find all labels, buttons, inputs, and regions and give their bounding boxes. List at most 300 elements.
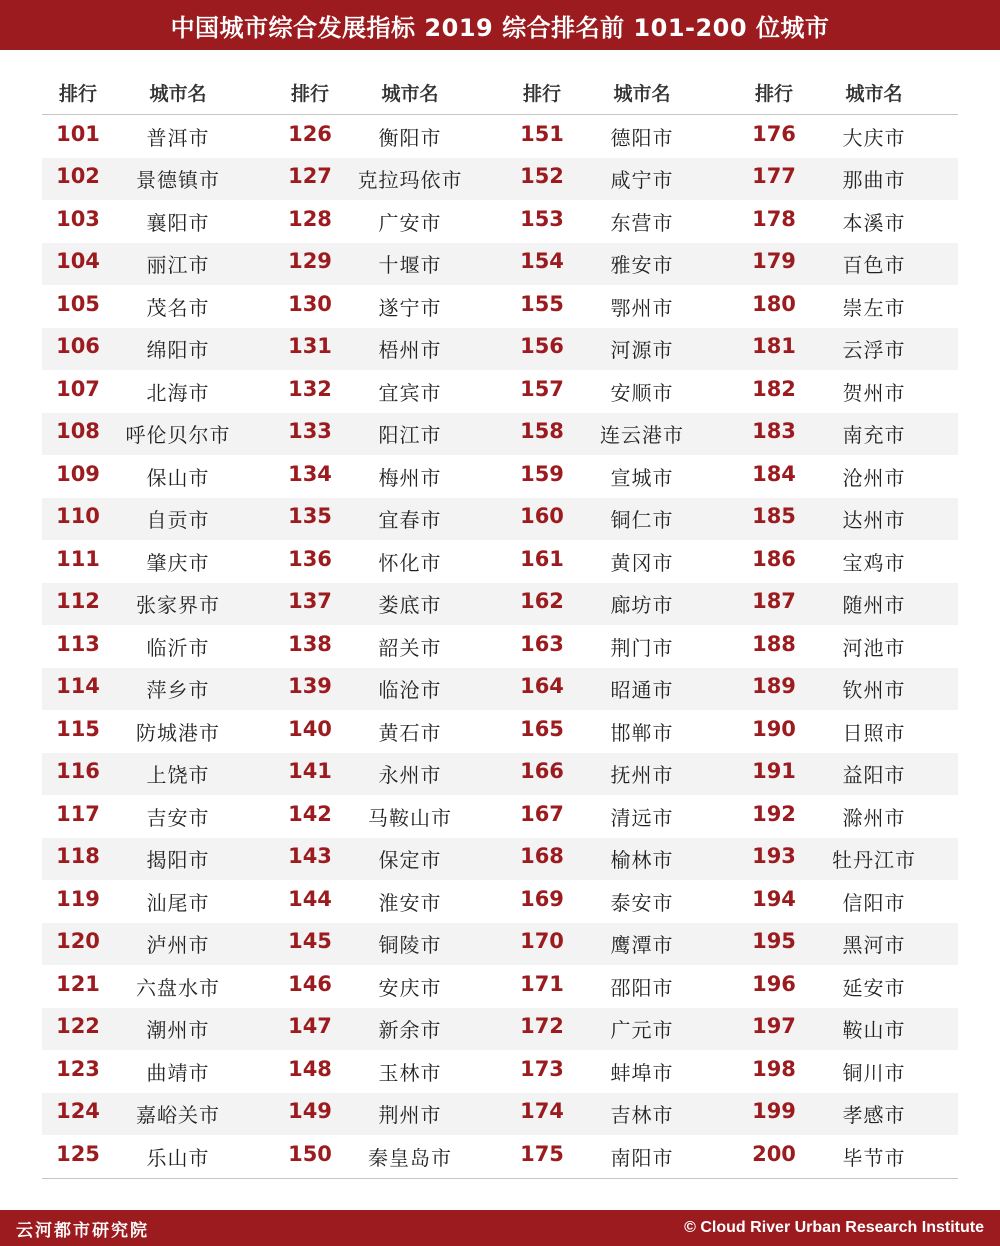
city-name: 安庆市 bbox=[378, 975, 442, 1000]
city-name: 达州市 bbox=[842, 508, 906, 533]
rank-number: 133 bbox=[288, 419, 332, 444]
city-name: 抚州市 bbox=[610, 763, 674, 788]
rank-cell-group bbox=[42, 929, 274, 958]
footer-bar bbox=[0, 1210, 1000, 1246]
city-name: 黑河市 bbox=[842, 933, 906, 958]
rank-cell-group bbox=[42, 759, 274, 788]
city-name: 玉林市 bbox=[378, 1060, 442, 1085]
rank-cell-group bbox=[738, 462, 958, 491]
rank-number: 138 bbox=[288, 631, 332, 656]
rank-cell-group bbox=[42, 1142, 274, 1171]
rank-cell-group bbox=[506, 1142, 738, 1171]
city-name: 梅州市 bbox=[378, 465, 442, 490]
rank-cell-group bbox=[738, 1142, 958, 1171]
city-name: 遂宁市 bbox=[378, 295, 442, 320]
city-name: 德阳市 bbox=[610, 125, 674, 150]
rank-cell-group bbox=[506, 759, 738, 788]
city-name: 广元市 bbox=[610, 1018, 674, 1043]
city-name: 东营市 bbox=[610, 210, 674, 235]
rank-cell-group bbox=[738, 164, 958, 193]
rank-cell-group bbox=[738, 717, 958, 746]
rank-number: 102 bbox=[56, 164, 100, 189]
rank-cell-group bbox=[506, 377, 738, 406]
city-name: 本溪市 bbox=[842, 210, 906, 235]
table-header-row bbox=[42, 70, 958, 115]
city-name: 普洱市 bbox=[146, 125, 210, 150]
rank-number: 187 bbox=[752, 589, 796, 614]
table-row bbox=[42, 1135, 958, 1178]
city-name: 宜春市 bbox=[378, 508, 442, 533]
rank-cell-group bbox=[274, 334, 506, 363]
rank-number: 141 bbox=[288, 759, 332, 784]
city-name: 荆州市 bbox=[378, 1103, 442, 1128]
rank-number: 110 bbox=[56, 504, 100, 529]
table-row bbox=[42, 455, 958, 498]
city-header: 城市名 bbox=[381, 82, 439, 105]
rank-cell-group bbox=[738, 972, 958, 1001]
city-name: 汕尾市 bbox=[146, 890, 210, 915]
rank-cell-group bbox=[274, 674, 506, 703]
rank-cell-group bbox=[506, 887, 738, 916]
rank-cell-group bbox=[274, 844, 506, 873]
rank-cell-group bbox=[274, 632, 506, 661]
rank-number: 170 bbox=[520, 929, 564, 954]
rank-number: 200 bbox=[752, 1141, 796, 1166]
city-name: 黄石市 bbox=[378, 720, 442, 745]
rank-number: 139 bbox=[288, 674, 332, 699]
city-name: 连云港市 bbox=[600, 423, 684, 448]
rank-cell-group bbox=[506, 844, 738, 873]
rank-number: 128 bbox=[288, 206, 332, 231]
rank-number: 155 bbox=[520, 291, 564, 316]
city-name: 清远市 bbox=[610, 805, 674, 830]
city-name: 保山市 bbox=[146, 465, 210, 490]
footer-org-name: 云河都市研究院 bbox=[16, 1220, 149, 1241]
rank-cell-group bbox=[506, 589, 738, 618]
city-name: 怀化市 bbox=[378, 550, 442, 575]
rank-cell-group bbox=[506, 1014, 738, 1043]
rank-cell-group bbox=[274, 717, 506, 746]
header-group bbox=[274, 79, 506, 106]
city-name: 丽江市 bbox=[146, 253, 210, 278]
rank-cell-group bbox=[738, 292, 958, 321]
city-name: 铜陵市 bbox=[378, 933, 442, 958]
rank-cell-group bbox=[738, 419, 958, 448]
city-name: 吉林市 bbox=[610, 1103, 674, 1128]
rank-cell-group bbox=[738, 122, 958, 151]
rank-number: 179 bbox=[752, 249, 796, 274]
city-name: 云浮市 bbox=[842, 338, 906, 363]
rank-cell-group bbox=[738, 1057, 958, 1086]
rank-cell-group bbox=[506, 547, 738, 576]
rank-number: 117 bbox=[56, 801, 100, 826]
table-row bbox=[42, 370, 958, 413]
rank-cell-group bbox=[42, 377, 274, 406]
city-name: 延安市 bbox=[842, 975, 906, 1000]
rank-cell-group bbox=[42, 1099, 274, 1128]
rank-cell-group bbox=[274, 504, 506, 533]
rank-cell-group bbox=[42, 717, 274, 746]
rank-number: 178 bbox=[752, 206, 796, 231]
rank-cell-group bbox=[506, 419, 738, 448]
rank-cell-group bbox=[274, 377, 506, 406]
city-name: 铜仁市 bbox=[610, 508, 674, 533]
table-row bbox=[42, 1093, 958, 1136]
rank-cell-group bbox=[506, 504, 738, 533]
city-name: 百色市 bbox=[842, 253, 906, 278]
rank-cell-group bbox=[738, 1014, 958, 1043]
ranking-table bbox=[42, 70, 958, 1179]
rank-number: 174 bbox=[520, 1099, 564, 1124]
rank-number: 185 bbox=[752, 504, 796, 529]
city-name: 上饶市 bbox=[146, 763, 210, 788]
city-name: 张家界市 bbox=[136, 593, 220, 618]
rank-number: 109 bbox=[56, 461, 100, 486]
city-name: 牡丹江市 bbox=[832, 848, 916, 873]
rank-number: 160 bbox=[520, 504, 564, 529]
city-name: 宜宾市 bbox=[378, 380, 442, 405]
rank-number: 107 bbox=[56, 376, 100, 401]
rank-number: 101 bbox=[56, 121, 100, 146]
rank-number: 146 bbox=[288, 971, 332, 996]
city-name: 昭通市 bbox=[610, 678, 674, 703]
city-name: 蚌埠市 bbox=[610, 1060, 674, 1085]
rank-number: 188 bbox=[752, 631, 796, 656]
table-row bbox=[42, 923, 958, 966]
city-name: 鄂州市 bbox=[610, 295, 674, 320]
city-name: 宣城市 bbox=[610, 465, 674, 490]
table-row bbox=[42, 838, 958, 881]
rank-cell-group bbox=[738, 249, 958, 278]
rank-number: 103 bbox=[56, 206, 100, 231]
rank-cell-group bbox=[738, 929, 958, 958]
rank-number: 186 bbox=[752, 546, 796, 571]
rank-number: 151 bbox=[520, 121, 564, 146]
rank-cell-group bbox=[42, 164, 274, 193]
table-row bbox=[42, 243, 958, 286]
city-name: 随州市 bbox=[842, 593, 906, 618]
rank-cell-group bbox=[506, 292, 738, 321]
rank-number: 177 bbox=[752, 164, 796, 189]
rank-number: 108 bbox=[56, 419, 100, 444]
rank-number: 157 bbox=[520, 376, 564, 401]
rank-number: 132 bbox=[288, 376, 332, 401]
rank-number: 123 bbox=[56, 1056, 100, 1081]
rank-header: 排行 bbox=[290, 82, 329, 105]
rank-number: 168 bbox=[520, 844, 564, 869]
rank-number: 175 bbox=[520, 1141, 564, 1166]
city-name: 防城港市 bbox=[136, 720, 220, 745]
city-name: 嘉峪关市 bbox=[136, 1103, 220, 1128]
rank-cell-group bbox=[274, 972, 506, 1001]
rank-cell-group bbox=[274, 1057, 506, 1086]
footer-copyright: © Cloud River Urban Research Institute bbox=[684, 1219, 984, 1236]
rank-number: 126 bbox=[288, 121, 332, 146]
rank-cell-group bbox=[738, 547, 958, 576]
rank-number: 106 bbox=[56, 334, 100, 359]
rank-number: 165 bbox=[520, 716, 564, 741]
table-row bbox=[42, 328, 958, 371]
rank-number: 143 bbox=[288, 844, 332, 869]
rank-cell-group bbox=[274, 249, 506, 278]
city-header: 城市名 bbox=[149, 82, 207, 105]
rank-cell-group bbox=[274, 292, 506, 321]
rank-cell-group bbox=[42, 547, 274, 576]
table-row bbox=[42, 583, 958, 626]
rank-number: 189 bbox=[752, 674, 796, 699]
rank-number: 148 bbox=[288, 1056, 332, 1081]
city-name: 茂名市 bbox=[146, 295, 210, 320]
rank-number: 121 bbox=[56, 971, 100, 996]
city-name: 十堰市 bbox=[378, 253, 442, 278]
rank-cell-group bbox=[274, 207, 506, 236]
table-bottom-divider bbox=[42, 1178, 958, 1179]
city-name: 乐山市 bbox=[146, 1145, 210, 1170]
rank-number: 196 bbox=[752, 971, 796, 996]
rank-header: 排行 bbox=[522, 82, 561, 105]
city-name: 贺州市 bbox=[842, 380, 906, 405]
city-name: 泰安市 bbox=[610, 890, 674, 915]
rank-number: 144 bbox=[288, 886, 332, 911]
rank-number: 122 bbox=[56, 1014, 100, 1039]
city-name: 信阳市 bbox=[842, 890, 906, 915]
rank-cell-group bbox=[42, 122, 274, 151]
rank-number: 127 bbox=[288, 164, 332, 189]
rank-cell-group bbox=[506, 122, 738, 151]
table-row bbox=[42, 498, 958, 541]
table-body bbox=[42, 115, 958, 1178]
rank-cell-group bbox=[42, 207, 274, 236]
rank-cell-group bbox=[274, 1142, 506, 1171]
rank-cell-group bbox=[506, 717, 738, 746]
rank-cell-group bbox=[738, 674, 958, 703]
city-name: 保定市 bbox=[378, 848, 442, 873]
city-name: 益阳市 bbox=[842, 763, 906, 788]
rank-cell-group bbox=[506, 462, 738, 491]
table-row bbox=[42, 200, 958, 243]
city-name: 萍乡市 bbox=[146, 678, 210, 703]
city-name: 永州市 bbox=[378, 763, 442, 788]
rank-number: 125 bbox=[56, 1141, 100, 1166]
rank-cell-group bbox=[506, 632, 738, 661]
rank-cell-group bbox=[42, 589, 274, 618]
rank-cell-group bbox=[738, 887, 958, 916]
rank-number: 163 bbox=[520, 631, 564, 656]
rank-cell-group bbox=[738, 589, 958, 618]
table-row bbox=[42, 413, 958, 456]
rank-cell-group bbox=[42, 887, 274, 916]
rank-cell-group bbox=[42, 972, 274, 1001]
rank-number: 194 bbox=[752, 886, 796, 911]
table-row bbox=[42, 668, 958, 711]
rank-cell-group bbox=[274, 802, 506, 831]
rank-cell-group bbox=[274, 419, 506, 448]
city-name: 自贡市 bbox=[146, 508, 210, 533]
rank-number: 111 bbox=[56, 546, 100, 571]
rank-number: 131 bbox=[288, 334, 332, 359]
city-name: 日照市 bbox=[842, 720, 906, 745]
rank-cell-group bbox=[274, 887, 506, 916]
rank-number: 150 bbox=[288, 1141, 332, 1166]
header-group bbox=[506, 79, 738, 106]
rank-number: 191 bbox=[752, 759, 796, 784]
rank-cell-group bbox=[274, 122, 506, 151]
rank-cell-group bbox=[42, 844, 274, 873]
table-row bbox=[42, 540, 958, 583]
rank-number: 195 bbox=[752, 929, 796, 954]
rank-number: 112 bbox=[56, 589, 100, 614]
rank-number: 181 bbox=[752, 334, 796, 359]
rank-number: 118 bbox=[56, 844, 100, 869]
city-name: 黄冈市 bbox=[610, 550, 674, 575]
city-name: 景德镇市 bbox=[136, 168, 220, 193]
city-name: 曲靖市 bbox=[146, 1060, 210, 1085]
rank-cell-group bbox=[274, 759, 506, 788]
rank-cell-group bbox=[506, 929, 738, 958]
rank-cell-group bbox=[274, 164, 506, 193]
city-name: 雅安市 bbox=[610, 253, 674, 278]
rank-cell-group bbox=[506, 1099, 738, 1128]
rank-cell-group bbox=[42, 504, 274, 533]
rank-number: 198 bbox=[752, 1056, 796, 1081]
rank-number: 119 bbox=[56, 886, 100, 911]
rank-number: 149 bbox=[288, 1099, 332, 1124]
rank-cell-group bbox=[42, 802, 274, 831]
rank-number: 161 bbox=[520, 546, 564, 571]
rank-number: 113 bbox=[56, 631, 100, 656]
city-name: 临沧市 bbox=[378, 678, 442, 703]
rank-number: 134 bbox=[288, 461, 332, 486]
city-name: 淮安市 bbox=[378, 890, 442, 915]
city-name: 孝感市 bbox=[842, 1103, 906, 1128]
city-name: 潮州市 bbox=[146, 1018, 210, 1043]
city-name: 毕节市 bbox=[842, 1145, 906, 1170]
rank-cell-group bbox=[506, 972, 738, 1001]
city-header: 城市名 bbox=[613, 82, 671, 105]
table-row bbox=[42, 158, 958, 201]
rank-cell-group bbox=[738, 207, 958, 236]
city-name: 鹰潭市 bbox=[610, 933, 674, 958]
city-name: 肇庆市 bbox=[146, 550, 210, 575]
table-row bbox=[42, 710, 958, 753]
rank-cell-group bbox=[738, 802, 958, 831]
city-name: 克拉玛依市 bbox=[357, 168, 463, 193]
table-row bbox=[42, 115, 958, 158]
rank-cell-group bbox=[738, 1099, 958, 1128]
table-row bbox=[42, 625, 958, 668]
city-name: 娄底市 bbox=[378, 593, 442, 618]
rank-cell-group bbox=[506, 249, 738, 278]
rank-number: 197 bbox=[752, 1014, 796, 1039]
rank-number: 169 bbox=[520, 886, 564, 911]
rank-number: 190 bbox=[752, 716, 796, 741]
rank-cell-group bbox=[506, 207, 738, 236]
rank-number: 156 bbox=[520, 334, 564, 359]
page-title: 中国城市综合发展指标 2019 综合排名前 101-200 位城市 bbox=[0, 0, 1000, 50]
rank-cell-group bbox=[738, 759, 958, 788]
city-name: 襄阳市 bbox=[146, 210, 210, 235]
city-name: 揭阳市 bbox=[146, 848, 210, 873]
rank-cell-group bbox=[274, 589, 506, 618]
city-name: 泸州市 bbox=[146, 933, 210, 958]
table-row bbox=[42, 795, 958, 838]
city-name: 马鞍山市 bbox=[368, 805, 452, 830]
city-name: 六盘水市 bbox=[136, 975, 220, 1000]
rank-number: 172 bbox=[520, 1014, 564, 1039]
city-name: 安顺市 bbox=[610, 380, 674, 405]
rank-number: 105 bbox=[56, 291, 100, 316]
rank-cell-group bbox=[506, 334, 738, 363]
city-name: 那曲市 bbox=[842, 168, 906, 193]
rank-cell-group bbox=[42, 1014, 274, 1043]
rank-number: 145 bbox=[288, 929, 332, 954]
rank-number: 180 bbox=[752, 291, 796, 316]
rank-number: 153 bbox=[520, 206, 564, 231]
table-row bbox=[42, 880, 958, 923]
rank-cell-group bbox=[274, 462, 506, 491]
rank-number: 130 bbox=[288, 291, 332, 316]
rank-cell-group bbox=[274, 929, 506, 958]
city-name: 咸宁市 bbox=[610, 168, 674, 193]
rank-cell-group bbox=[42, 334, 274, 363]
city-name: 滁州市 bbox=[842, 805, 906, 830]
rank-cell-group bbox=[506, 802, 738, 831]
rank-number: 171 bbox=[520, 971, 564, 996]
city-header: 城市名 bbox=[845, 82, 903, 105]
rank-number: 192 bbox=[752, 801, 796, 826]
rank-number: 184 bbox=[752, 461, 796, 486]
table-row bbox=[42, 965, 958, 1008]
rank-number: 142 bbox=[288, 801, 332, 826]
city-name: 崇左市 bbox=[842, 295, 906, 320]
rank-number: 115 bbox=[56, 716, 100, 741]
header-group bbox=[42, 79, 274, 106]
rank-number: 116 bbox=[56, 759, 100, 784]
rank-cell-group bbox=[506, 674, 738, 703]
city-name: 吉安市 bbox=[146, 805, 210, 830]
city-name: 北海市 bbox=[146, 380, 210, 405]
rank-cell-group bbox=[738, 504, 958, 533]
rank-number: 173 bbox=[520, 1056, 564, 1081]
rank-number: 147 bbox=[288, 1014, 332, 1039]
rank-cell-group bbox=[42, 462, 274, 491]
rank-number: 183 bbox=[752, 419, 796, 444]
city-name: 新余市 bbox=[378, 1018, 442, 1043]
rank-number: 136 bbox=[288, 546, 332, 571]
rank-cell-group bbox=[42, 419, 274, 448]
rank-cell-group bbox=[42, 292, 274, 321]
city-name: 南充市 bbox=[842, 423, 906, 448]
rank-cell-group bbox=[274, 1099, 506, 1128]
rank-cell-group bbox=[738, 632, 958, 661]
city-name: 邯郸市 bbox=[610, 720, 674, 745]
rank-number: 166 bbox=[520, 759, 564, 784]
rank-number: 152 bbox=[520, 164, 564, 189]
rank-cell-group bbox=[506, 1057, 738, 1086]
rank-number: 124 bbox=[56, 1099, 100, 1124]
rank-number: 114 bbox=[56, 674, 100, 699]
rank-number: 162 bbox=[520, 589, 564, 614]
rank-cell-group bbox=[42, 249, 274, 278]
table-row bbox=[42, 1008, 958, 1051]
rank-number: 104 bbox=[56, 249, 100, 274]
city-name: 钦州市 bbox=[842, 678, 906, 703]
rank-cell-group bbox=[42, 674, 274, 703]
city-name: 大庆市 bbox=[842, 125, 906, 150]
rank-cell-group bbox=[274, 1014, 506, 1043]
rank-cell-group bbox=[738, 844, 958, 873]
city-name: 榆林市 bbox=[610, 848, 674, 873]
